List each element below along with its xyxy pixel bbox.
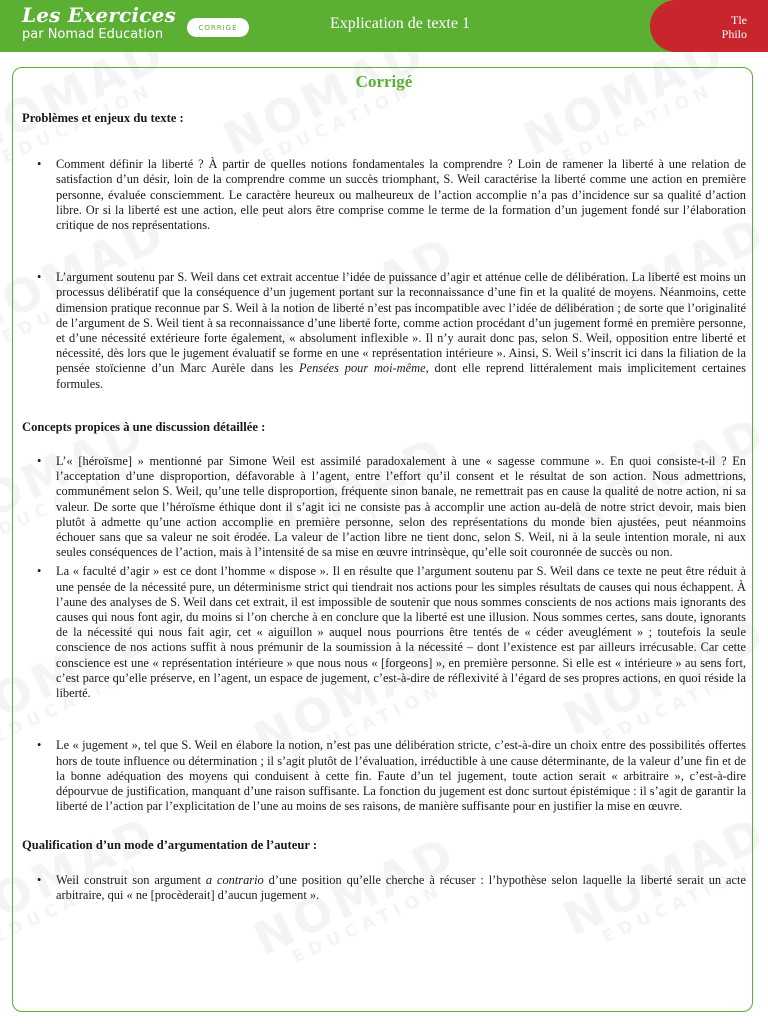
level-grade: Tle — [731, 13, 747, 27]
list-item: • L’« [héroïsme] » mentionné par Simone Weil est assimilé paradoxalement à une « sagesse commune ». En quoi consiste-t-il ? En l’acceptation d’une disproportion, défavorable à l’agent, entre l’effort qu’il consent et le résultat de son action. Nous admettrions, communément selon S. Weil, qu’une telle disproportion, fréquente sinon banale, ne remettrait pas en cause la qualité de notre action, ni sa valeur. De sorte que l’héroïsme éthique dont il s’agit ici ne consiste pas à accomplir une action au-delà de notre strict devoir, mais bien plutôt à admette qu’une action accomplie en première personne, selon des représentations du monde bien ajustées, peut néanmoins échouer sans que sa valeur ne soit érodée. La valeur de l’action libre ne tient donc, selon S. Weil, ni à la seule intention morale, ni aux seules conséquences de l’action, mais à l’intensité de sa mise en œuvre intrinsèque, qu’elle soit couronnée de succès ou non. — [56, 454, 746, 560]
document-content — [22, 72, 746, 903]
bullet-list-concepts — [22, 454, 746, 814]
list-item: • Comment définir la liberté ? À partir de quelles notions fondamentales la comprendre ? Loin de ramener la liberté à une relation de satisfaction d’un désir, loin de la comprendre comme un succès triomphant, S. Weil caractérise la liberté comme une action en première personne, évaluée consciemment. Le caractère heureux ou malheureux de l’action accomplie n’a pas d’incidence sur sa qualité d’action libre. Or si la liberté est une action, elle peut alors être comprise comme le terme de la formation d’un jugement fondé sur l’élaboration critique de nos représentations. — [56, 157, 746, 233]
book-title: Pensées pour moi-même — [299, 361, 426, 376]
level-subject: Philo — [721, 27, 747, 41]
document-title: Explication de texte 1 — [330, 15, 470, 32]
brand-title: Les Exercices — [22, 3, 176, 27]
bullet-list-argumentation — [22, 873, 746, 903]
corrige-badge: CORRIGÉ — [187, 18, 249, 37]
brand-logo — [22, 4, 177, 43]
list-item: • L’argument soutenu par S. Weil dans cet extrait accentue l’idée de puissance d’agir et atténue celle de délibération. La liberté est moins un processus délibératif que la conséquence d’un jugement portant sur la reconnaissance d’une fin et la qualité de moyens. Néanmoins, cette dimension pratique reconnue par S. Weil à la notion de liberté n’est pas incompatible avec l’idée de délibération ; de sorte que l’originalité de l’argument de S. Weil tient à sa reconnaissance d’une liberté forte, comme action procédant d’un jugement formé en première personne, et d’une nécessité extérieure forte également, « absolument inflexible ». Il n’y aurait donc pas, selon S. Weil, opposition entre liberté et nécessité, dès lors que le jugement évaluatif se forme en une « représentation intérieure ». Ainsi, S. Weil s’inscrit ici dans la filiation de la pensée stoïcienne d’un Marc Aurèle dans les Pensées pour moi-même, dont elle reprend littéralement mais implicitement certaines formules. — [56, 270, 746, 392]
level-tab — [650, 0, 768, 52]
section-heading-argumentation: Qualification d’un mode d’argumentation de l’auteur : — [22, 838, 318, 853]
latin-phrase: a contrario — [205, 872, 264, 887]
bullet-list-problemes — [22, 157, 746, 392]
page-title: Corrigé — [355, 72, 413, 91]
header-bar — [0, 0, 768, 52]
section-heading-problemes: Problèmes et enjeux du texte : — [22, 111, 184, 125]
list-item: • Le « jugement », tel que S. Weil en élabore la notion, n’est pas une délibération stricte, c’est-à-dire un choix entre des possibilités offertes hors de toute influence ou détermination ; il s’agit plutôt de l’évaluation, irréductible à une cause déterminante, de la valeur d’une fin et de la bonne adéquation des moyens qui conduisent à cette fin. Faute d’un tel jugement, toute action serait « arbitraire », c’est-à-dire dépourvue de justification, manquant d’une raison suffisante. La fonction du jugement est donc surtout épistémique : il s’agit de garantir la liberté de l’action par l’explicitation de l’une au moins de ses raisons, de manière suffisante pour en justifier la mise en œuvre. — [56, 738, 746, 814]
list-item: • La « faculté d’agir » est ce dont l’homme « dispose ». Il en résulte que l’argument soutenu par S. Weil dans ce texte ne peut être réduit à une pensée de la nécessité pure, un déterminisme strict qui tiendrait nos actions pour les simples résultats de causes qui nous échappent. À l’aune des analyses de S. Weil dans cet extrait, il est impossible de soutenir que nous sommes conscients de nos actions mais ignorants des causes qui nous font agir, du moins si l’on cherche à en conclure que la liberté est une illusion. Nous sommes certes, sans doute, ignorants de la nécessité qui nous fait agir, cet « aiguillon » auquel nous pourrions être tentés de « céder aveuglément » ; toutefois la seule conscience de nos actions suffit à nous prémunir de la soumission à la nécessité – dont l’existence est par ailleurs irrécusable. Car cette conscience est une « représentation intérieure » que nous nous « [forgeons] », en première personne. Si elle est « intérieure » au sens fort, c’est parce qu’elle préserve, en l’agent, un espace de jugement, c’est-à-dire de réflexivité à l’égard de ses propres actions, en quoi réside la liberté. — [56, 564, 746, 701]
brand-subtitle: par Nomad Education — [22, 27, 164, 42]
list-item: • Weil construit son argument a contrario d’une position qu’elle cherche à récuser : l’hypothèse selon laquelle la liberté serait un acte arbitraire, qui « ne [procèderait] d’aucun jugement ». — [56, 873, 746, 903]
section-heading-concepts: Concepts propices à une discussion détaillée : — [22, 419, 266, 434]
